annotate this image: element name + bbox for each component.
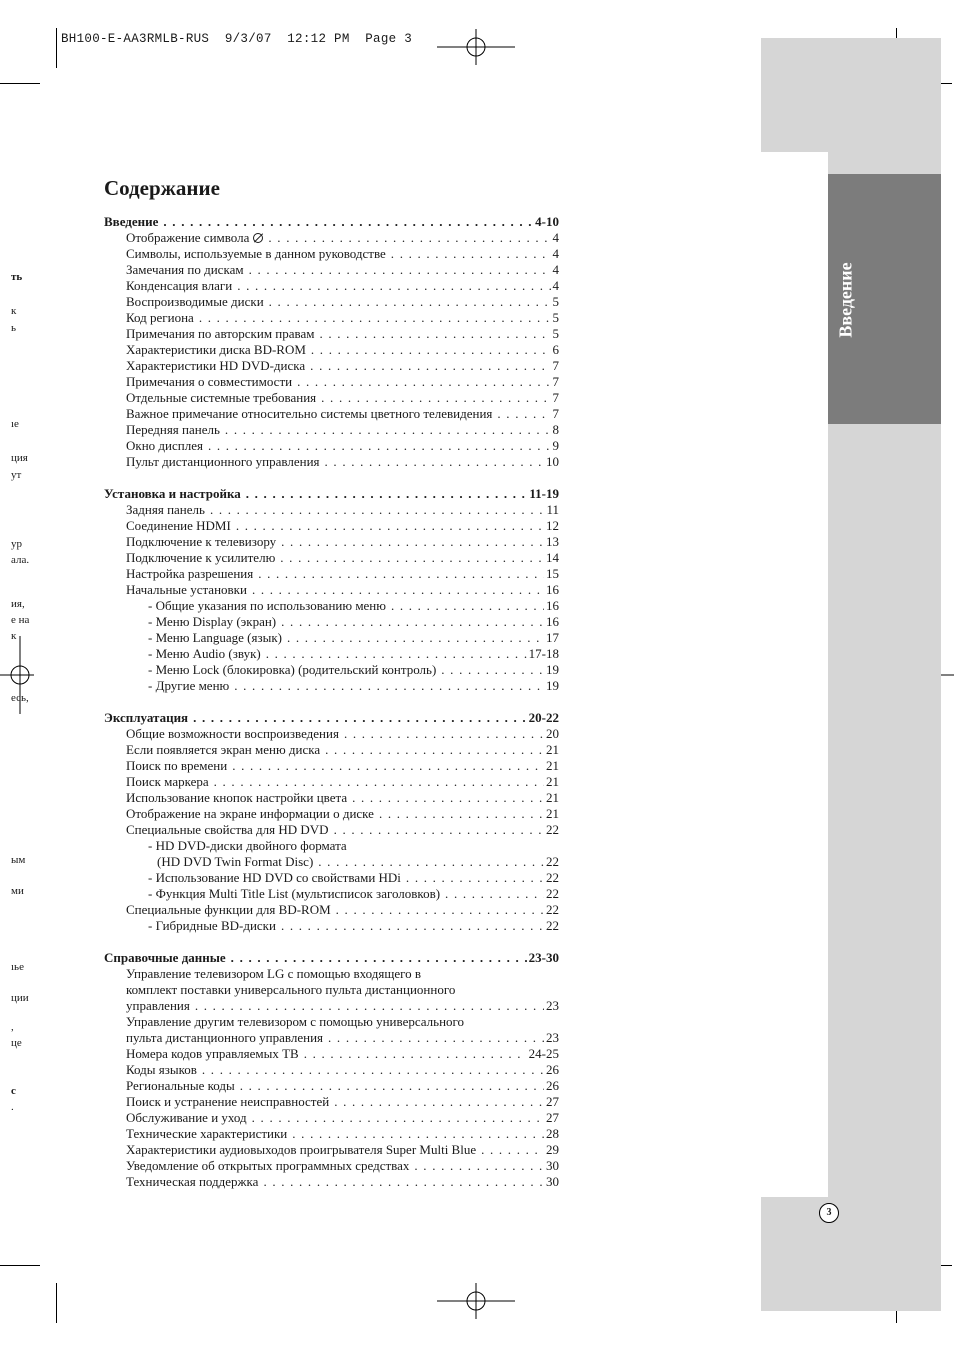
toc-entry-title: Поиск и устранение неисправностей bbox=[126, 1094, 330, 1109]
crop-mark bbox=[0, 83, 40, 84]
toc-leader-dots bbox=[240, 1078, 544, 1094]
toc-leader-dots bbox=[287, 630, 544, 646]
toc-entry-title: - Другие меню bbox=[148, 678, 230, 693]
toc-leader-dots bbox=[352, 790, 544, 806]
toc-entry[interactable] bbox=[104, 822, 559, 838]
toc-entry-title: комплект поставки универсального пульта дистанционного bbox=[126, 982, 456, 997]
toc-entry-title: (HD DVD Twin Format Disc) bbox=[157, 854, 314, 869]
toc-entry-title: Примечания о совместимости bbox=[126, 374, 293, 389]
toc-leader-dots bbox=[310, 358, 550, 374]
toc-entry-title: Пульт дистанционного управления bbox=[126, 454, 320, 469]
toc-page-number: 26 bbox=[546, 1078, 559, 1093]
text-fragment: к bbox=[11, 305, 17, 317]
toc-entry-title: пульта дистанционного управления bbox=[126, 1030, 324, 1045]
toc-entry-title: Характеристики аудиовыходов проигрывателя Super Multi Blue bbox=[126, 1142, 477, 1157]
toc-leader-dots bbox=[210, 502, 545, 518]
toc-leader-dots bbox=[481, 1142, 544, 1158]
toc-page-number: 30 bbox=[546, 1174, 559, 1189]
toc-page-number: 23-30 bbox=[528, 950, 559, 965]
toc-leader-dots bbox=[379, 806, 544, 822]
toc-page-number: 4-10 bbox=[535, 214, 559, 229]
toc-page-number: 4 bbox=[552, 262, 559, 277]
toc-entry[interactable] bbox=[104, 262, 559, 278]
text-fragment: к bbox=[11, 630, 17, 642]
toc-page-number: 7 bbox=[552, 374, 559, 389]
section-tab-label: Введение bbox=[835, 262, 856, 338]
toc-leader-dots bbox=[237, 278, 550, 294]
text-fragment: це bbox=[11, 1037, 22, 1049]
toc-entry-title: Окно дисплея bbox=[126, 438, 203, 453]
toc-entry-title: Коды языков bbox=[126, 1062, 197, 1077]
toc-entry-title: Технические характеристики bbox=[126, 1126, 288, 1141]
toc-leader-dots bbox=[269, 294, 551, 310]
toc-entry[interactable] bbox=[104, 502, 559, 518]
toc-leader-dots bbox=[232, 758, 544, 774]
text-fragment: ым bbox=[11, 854, 26, 866]
toc-entry-title: Управление другим телевизором с помощью универсального bbox=[126, 1014, 465, 1029]
page-title: Содержание bbox=[104, 176, 220, 200]
toc-entry[interactable] bbox=[104, 630, 559, 646]
toc-entry[interactable] bbox=[104, 1014, 559, 1030]
toc-entry[interactable] bbox=[104, 902, 559, 918]
toc-leader-dots bbox=[304, 1046, 527, 1062]
toc-entry-title: Конденсация влаги bbox=[126, 278, 233, 293]
toc-page-number: 10 bbox=[546, 454, 559, 469]
toc-entry[interactable] bbox=[104, 854, 559, 870]
toc-entry[interactable] bbox=[104, 246, 559, 262]
text-fragment: ıье bbox=[11, 961, 24, 973]
toc-entry[interactable] bbox=[104, 1110, 559, 1126]
toc-leader-dots bbox=[249, 262, 551, 278]
toc-leader-dots bbox=[344, 726, 544, 742]
toc-entry-title: Передняя панель bbox=[126, 422, 220, 437]
toc-entry-title: Настройка разрешения bbox=[126, 566, 254, 581]
toc-entry-title: Поиск маркера bbox=[126, 774, 209, 789]
toc-entry[interactable] bbox=[104, 598, 559, 614]
toc-page-number: 15 bbox=[546, 566, 559, 581]
toc-leader-dots bbox=[231, 950, 527, 966]
text-fragment: ми bbox=[11, 885, 24, 897]
toc-entry-title: Код региона bbox=[126, 310, 194, 325]
text-fragment: ь bbox=[11, 322, 17, 334]
toc-entry[interactable] bbox=[104, 534, 559, 550]
text-fragment: ть bbox=[11, 271, 23, 283]
toc-entry-title: Характеристики HD DVD-диска bbox=[126, 358, 306, 373]
toc-page-number: 9 bbox=[552, 438, 559, 453]
toc-page-number: 7 bbox=[552, 390, 559, 405]
toc-leader-dots bbox=[445, 886, 544, 902]
toc-entry-title: Эксплуатация bbox=[104, 710, 189, 725]
toc-leader-dots bbox=[225, 422, 551, 438]
toc-entry-title: Подключение к телевизору bbox=[126, 534, 277, 549]
toc-page-number: 26 bbox=[546, 1062, 559, 1077]
toc-entry[interactable] bbox=[104, 886, 559, 902]
toc-leader-dots bbox=[319, 326, 550, 342]
toc-leader-dots bbox=[199, 310, 551, 326]
toc-leader-dots bbox=[252, 1110, 544, 1126]
toc-entry[interactable] bbox=[104, 278, 559, 294]
toc-entry[interactable] bbox=[104, 774, 559, 790]
toc-leader-dots bbox=[252, 582, 544, 598]
toc-entry[interactable] bbox=[104, 390, 559, 406]
toc-entry[interactable] bbox=[104, 1062, 559, 1078]
toc-page-number: 27 bbox=[546, 1094, 559, 1109]
toc-page-number: 4 bbox=[552, 230, 559, 245]
toc-page-number: 29 bbox=[546, 1142, 559, 1157]
crop-mark bbox=[0, 1265, 40, 1266]
toc-section bbox=[104, 214, 559, 470]
text-fragment: ции bbox=[11, 992, 29, 1004]
toc-entry[interactable] bbox=[104, 310, 559, 326]
toc-page-number: 20 bbox=[546, 726, 559, 741]
toc-section-heading[interactable] bbox=[104, 950, 559, 966]
toc-leader-dots bbox=[321, 390, 550, 406]
toc-entry[interactable] bbox=[104, 1126, 559, 1142]
toc-page-number: 5 bbox=[552, 326, 559, 341]
toc-entry-title: управления bbox=[126, 998, 190, 1013]
toc-entry[interactable] bbox=[104, 550, 559, 566]
toc-leader-dots bbox=[258, 566, 544, 582]
toc-leader-dots bbox=[281, 534, 544, 550]
toc-leader-dots bbox=[195, 998, 544, 1014]
toc-leader-dots bbox=[336, 902, 544, 918]
toc-entry-title: Обслуживание и уход bbox=[126, 1110, 247, 1125]
toc-leader-dots bbox=[236, 518, 544, 534]
toc-page-number: 4 bbox=[552, 246, 559, 261]
toc-page-number: 22 bbox=[546, 902, 559, 917]
toc-leader-dots bbox=[325, 454, 544, 470]
toc-leader-dots bbox=[441, 662, 544, 678]
toc-entry[interactable] bbox=[104, 1078, 559, 1094]
toc-leader-dots bbox=[214, 774, 544, 790]
toc-page-number: 23 bbox=[546, 1030, 559, 1045]
toc-leader-dots bbox=[334, 822, 544, 838]
toc-page-number: 21 bbox=[546, 758, 559, 773]
toc-entry-title: Номера кодов управляемых ТВ bbox=[126, 1046, 299, 1061]
toc-entry-title: Общие возможности воспроизведения bbox=[126, 726, 339, 741]
toc-entry-title: Если появляется экран меню диска bbox=[126, 742, 321, 757]
toc-entry-title: Важное примечание относительно системы цветного телевидения bbox=[126, 406, 493, 421]
text-fragment: ıе bbox=[11, 418, 19, 430]
toc-section bbox=[104, 950, 559, 1190]
toc-entry-title: - Меню Language (язык) bbox=[148, 630, 282, 645]
toc-entry-title: Подключение к усилителю bbox=[126, 550, 276, 565]
toc-leader-dots bbox=[318, 854, 544, 870]
toc-section-heading[interactable] bbox=[104, 486, 559, 502]
text-fragment: , bbox=[11, 1021, 14, 1033]
toc-entry-title: - Общие указания по использованию меню bbox=[148, 598, 386, 613]
toc-entry-title: Региональные коды bbox=[126, 1078, 235, 1093]
toc-entry[interactable] bbox=[104, 998, 559, 1014]
toc-entry[interactable] bbox=[104, 1046, 559, 1062]
toc-page-number: 19 bbox=[546, 678, 559, 693]
toc-entry-title: - Функция Multi Title List (мультисписок заголовков) bbox=[148, 886, 441, 901]
toc-page-number: 4 bbox=[552, 278, 559, 293]
toc-page-number: 21 bbox=[546, 790, 559, 805]
toc-page-number: 5 bbox=[552, 294, 559, 309]
toc-leader-dots bbox=[281, 614, 544, 630]
text-fragment: е на bbox=[11, 614, 30, 626]
toc-entry[interactable] bbox=[104, 742, 559, 758]
toc-page-number: 21 bbox=[546, 774, 559, 789]
toc-leader-dots bbox=[391, 598, 544, 614]
toc-entry[interactable] bbox=[104, 1174, 559, 1190]
toc-leader-dots bbox=[497, 406, 550, 422]
toc-entry-title: Уведомление об открытых программных средствах bbox=[126, 1158, 410, 1173]
text-fragment: ия, bbox=[11, 598, 25, 610]
text-fragment: есь, bbox=[11, 692, 29, 704]
toc-page-number: 7 bbox=[552, 358, 559, 373]
toc-entry[interactable] bbox=[104, 790, 559, 806]
toc-entry[interactable] bbox=[104, 614, 559, 630]
toc-entry-title: - Меню Display (экран) bbox=[148, 614, 277, 629]
toc-page-number: 5 bbox=[552, 310, 559, 325]
toc-entry[interactable] bbox=[104, 358, 559, 374]
crop-mark bbox=[56, 28, 57, 68]
toc-page-number: 14 bbox=[546, 550, 559, 565]
toc-entry[interactable] bbox=[104, 326, 559, 342]
toc-entry[interactable] bbox=[104, 966, 559, 982]
side-band-bottom bbox=[761, 1197, 941, 1311]
side-band-top bbox=[761, 38, 941, 152]
toc-entry[interactable] bbox=[104, 1158, 559, 1174]
toc-page-number: 22 bbox=[546, 918, 559, 933]
toc-entry[interactable] bbox=[104, 806, 559, 822]
toc-entry[interactable] bbox=[104, 582, 559, 598]
toc-entry[interactable] bbox=[104, 726, 559, 742]
toc-entry-title: Воспроизводимые диски bbox=[126, 294, 264, 309]
toc-leader-dots bbox=[391, 246, 551, 262]
toc-page-number: 16 bbox=[546, 582, 559, 597]
toc-leader-dots bbox=[268, 230, 550, 246]
toc-entry[interactable] bbox=[104, 342, 559, 358]
toc-page-number: 12 bbox=[546, 518, 559, 533]
toc-page-number: 8 bbox=[552, 422, 559, 437]
toc-page-number: 28 bbox=[546, 1126, 559, 1141]
toc-leader-dots bbox=[325, 742, 544, 758]
toc-entry-title: Примечания по авторским правам bbox=[126, 326, 315, 341]
toc-leader-dots bbox=[193, 710, 527, 726]
toc-leader-dots bbox=[263, 1174, 544, 1190]
toc-entry-title: Специальные свойства для HD DVD bbox=[126, 822, 329, 837]
toc-entry-title: - Меню Lock (блокировка) (родительский контроль) bbox=[148, 662, 437, 677]
toc-entry[interactable] bbox=[104, 1094, 559, 1110]
toc-page-number: 6 bbox=[552, 342, 559, 357]
toc-entry[interactable] bbox=[104, 662, 559, 678]
toc-entry[interactable] bbox=[104, 374, 559, 390]
toc-page-number: 20-22 bbox=[528, 710, 559, 725]
toc-entry[interactable] bbox=[104, 1142, 559, 1158]
toc-leader-dots bbox=[311, 342, 551, 358]
toc-entry-title: - Меню Audio (звук) bbox=[148, 646, 261, 661]
toc-leader-dots bbox=[234, 678, 544, 694]
toc-page-number: 27 bbox=[546, 1110, 559, 1125]
toc-entry-title: Введение bbox=[104, 214, 159, 229]
toc-page-number: 11 bbox=[546, 502, 559, 517]
toc-leader-dots bbox=[246, 486, 528, 502]
registration-mark-icon bbox=[437, 27, 517, 67]
toc-entry[interactable] bbox=[104, 982, 559, 998]
toc-page-number: 21 bbox=[546, 806, 559, 821]
toc-entry[interactable] bbox=[104, 454, 559, 470]
toc-entry[interactable] bbox=[104, 230, 559, 246]
page-number: 3 bbox=[819, 1203, 839, 1223]
text-fragment: ур bbox=[11, 538, 22, 550]
toc-page-number: 23 bbox=[546, 998, 559, 1013]
toc-entry-title: Поиск по времени bbox=[126, 758, 228, 773]
toc-entry[interactable] bbox=[104, 566, 559, 582]
toc-page-number: 24-25 bbox=[528, 1046, 559, 1061]
toc-page-number: 22 bbox=[546, 854, 559, 869]
toc-page-number: 16 bbox=[546, 614, 559, 629]
toc-page-number: 30 bbox=[546, 1158, 559, 1173]
toc-entry-title: Задняя панель bbox=[126, 502, 205, 517]
toc-page-number: 19 bbox=[546, 662, 559, 677]
toc-entry-title: Установка и настройка bbox=[104, 486, 241, 501]
toc-entry-title: - HD DVD-диски двойного формата bbox=[148, 838, 347, 853]
toc-leader-dots bbox=[328, 1030, 544, 1046]
toc-section bbox=[104, 710, 559, 934]
toc-leader-dots bbox=[297, 374, 550, 390]
toc-page-number: 22 bbox=[546, 822, 559, 837]
text-fragment: . bbox=[11, 1101, 14, 1113]
toc-leader-dots bbox=[208, 438, 551, 454]
toc-page-number: 16 bbox=[546, 598, 559, 613]
toc-entry[interactable] bbox=[104, 758, 559, 774]
toc-section-heading[interactable] bbox=[104, 214, 559, 230]
toc-entry[interactable] bbox=[104, 918, 559, 934]
print-slug: BH100-E-AA3RMLB-RUS 9/3/07 12:12 PM Page 3 bbox=[61, 32, 413, 46]
text-fragment: ут bbox=[11, 469, 22, 481]
registration-mark-icon bbox=[437, 1281, 517, 1321]
toc-entry-title: - Использование HD DVD со свойствами HDi bbox=[148, 870, 401, 885]
toc-entry[interactable] bbox=[104, 838, 559, 854]
toc-entry[interactable] bbox=[104, 678, 559, 694]
toc-entry[interactable] bbox=[104, 406, 559, 422]
disc-prohibited-icon bbox=[253, 233, 263, 243]
toc-entry-title: Характеристики диска BD-ROM bbox=[126, 342, 306, 357]
toc-leader-dots bbox=[280, 550, 544, 566]
table-of-contents bbox=[104, 214, 559, 1190]
text-fragment: ала. bbox=[11, 554, 30, 566]
toc-page-number: 17 bbox=[546, 630, 559, 645]
toc-entry-title: Управление телевизором LG с помощью входящего в bbox=[126, 966, 422, 981]
toc-entry-title: Отображение символа bbox=[126, 230, 263, 246]
toc-section-heading[interactable] bbox=[104, 710, 559, 726]
toc-leader-dots bbox=[266, 646, 527, 662]
toc-entry[interactable] bbox=[104, 518, 559, 534]
toc-entry[interactable] bbox=[104, 294, 559, 310]
toc-entry-title: Начальные установки bbox=[126, 582, 247, 597]
toc-page-number: 17-18 bbox=[528, 646, 559, 661]
toc-page-number: 7 bbox=[552, 406, 559, 421]
toc-leader-dots bbox=[292, 1126, 544, 1142]
toc-entry[interactable] bbox=[104, 1030, 559, 1046]
toc-entry-title: Отображение на экране информации о диске bbox=[126, 806, 374, 821]
toc-entry-title: Символы, используемые в данном руководстве bbox=[126, 246, 386, 261]
toc-page-number: 22 bbox=[546, 886, 559, 901]
toc-entry-title: Специальные функции для BD-ROM bbox=[126, 902, 331, 917]
toc-entry-title: Отдельные системные требования bbox=[126, 390, 317, 405]
toc-leader-dots bbox=[281, 918, 544, 934]
toc-entry-title: Использование кнопок настройки цвета bbox=[126, 790, 348, 805]
toc-entry-title: Соединение HDMI bbox=[126, 518, 231, 533]
toc-entry-title: - Гибридные BD-диски bbox=[148, 918, 276, 933]
toc-page-number: 13 bbox=[546, 534, 559, 549]
toc-page-number: 11-19 bbox=[529, 486, 559, 501]
toc-entry-title: Замечания по дискам bbox=[126, 262, 244, 277]
toc-entry[interactable] bbox=[104, 438, 559, 454]
toc-page-number: 21 bbox=[546, 742, 559, 757]
toc-leader-dots bbox=[414, 1158, 544, 1174]
text-fragment: с bbox=[11, 1085, 16, 1097]
toc-section bbox=[104, 486, 559, 694]
toc-leader-dots bbox=[406, 870, 544, 886]
toc-leader-dots bbox=[202, 1062, 544, 1078]
toc-entry[interactable] bbox=[104, 646, 559, 662]
toc-entry-title: Справочные данные bbox=[104, 950, 226, 965]
toc-page-number: 22 bbox=[546, 870, 559, 885]
toc-entry[interactable] bbox=[104, 870, 559, 886]
crop-mark bbox=[56, 1283, 57, 1323]
text-fragment: ция bbox=[11, 452, 28, 464]
toc-leader-dots bbox=[334, 1094, 544, 1110]
toc-leader-dots bbox=[163, 214, 533, 230]
toc-entry-title: Техническая поддержка bbox=[126, 1174, 259, 1189]
toc-entry[interactable] bbox=[104, 422, 559, 438]
